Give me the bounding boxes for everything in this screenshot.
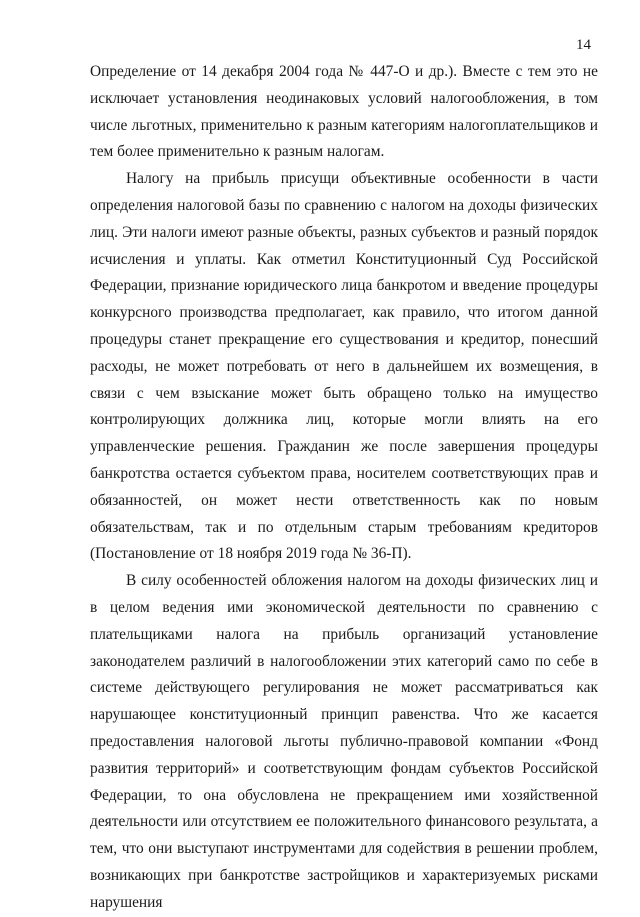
page-number: 14 (576, 37, 591, 53)
paragraph-3: В силу особенностей обложения налогом на доходы физических лиц и в целом ведения ими экономической деятельности по сравнению с плательщиками налога на прибыль организаций установление законодателем различий в налогообложении этих категорий само по себе в системе действующего регулирования не может рассматриваться как нарушающее конституционный принцип равенства. Что же касается предоставления налоговой льготы публично-правовой компании «Фонд развития территорий» и соответствующим фондам субъектов Российской Федерации, то она обусловлена не прекращением ими хозяйственной деятельности или отсутствием ее положительного финансового результата, а тем, что они выступают инструментами для содействия в решении проблем, возникающих при банкротстве застройщиков и характеризуемых рисками нарушения (90, 572, 598, 911)
paragraph-1: Определение от 14 декабря 2004 года № 447-О и др.). Вместе с тем это не исключает установления неодинаковых условий налогообложения, в том числе льготных, применительно к разным категориям налогоплательщиков и тем более применительно к разным налогам. (90, 63, 598, 161)
paragraph-2: Налогу на прибыль присущи объективные особенности в части определения налоговой базы по сравнению с налогом на доходы физических лиц. Эти налоги имеют разные объекты, разных субъектов и разный порядок исчисления и уплаты. Как отметил Конституционный Суд Российской Федерации, признание юридического лица банкротом и введение процедуры конкурсного производства предполагает, как правило, что итогом данной процедуры станет прекращение его существования и кредитор, понесший расходы, не может потребовать от него в дальнейшем их возмещения, в связи с чем взыскание может быть обращено только на имущество контролирующих должника лиц, которые могли влиять на его управленческие решения. Гражданин же после завершения процедуры банкротства остается субъектом права, носителем соответствующих прав и обязанностей, он может нести ответственность как по новым обязательствам, так и по отдельным старым требованиям кредиторов (Постановление от 18 ноября 2019 года № 36-П). (90, 170, 598, 563)
document-body (90, 59, 598, 917)
